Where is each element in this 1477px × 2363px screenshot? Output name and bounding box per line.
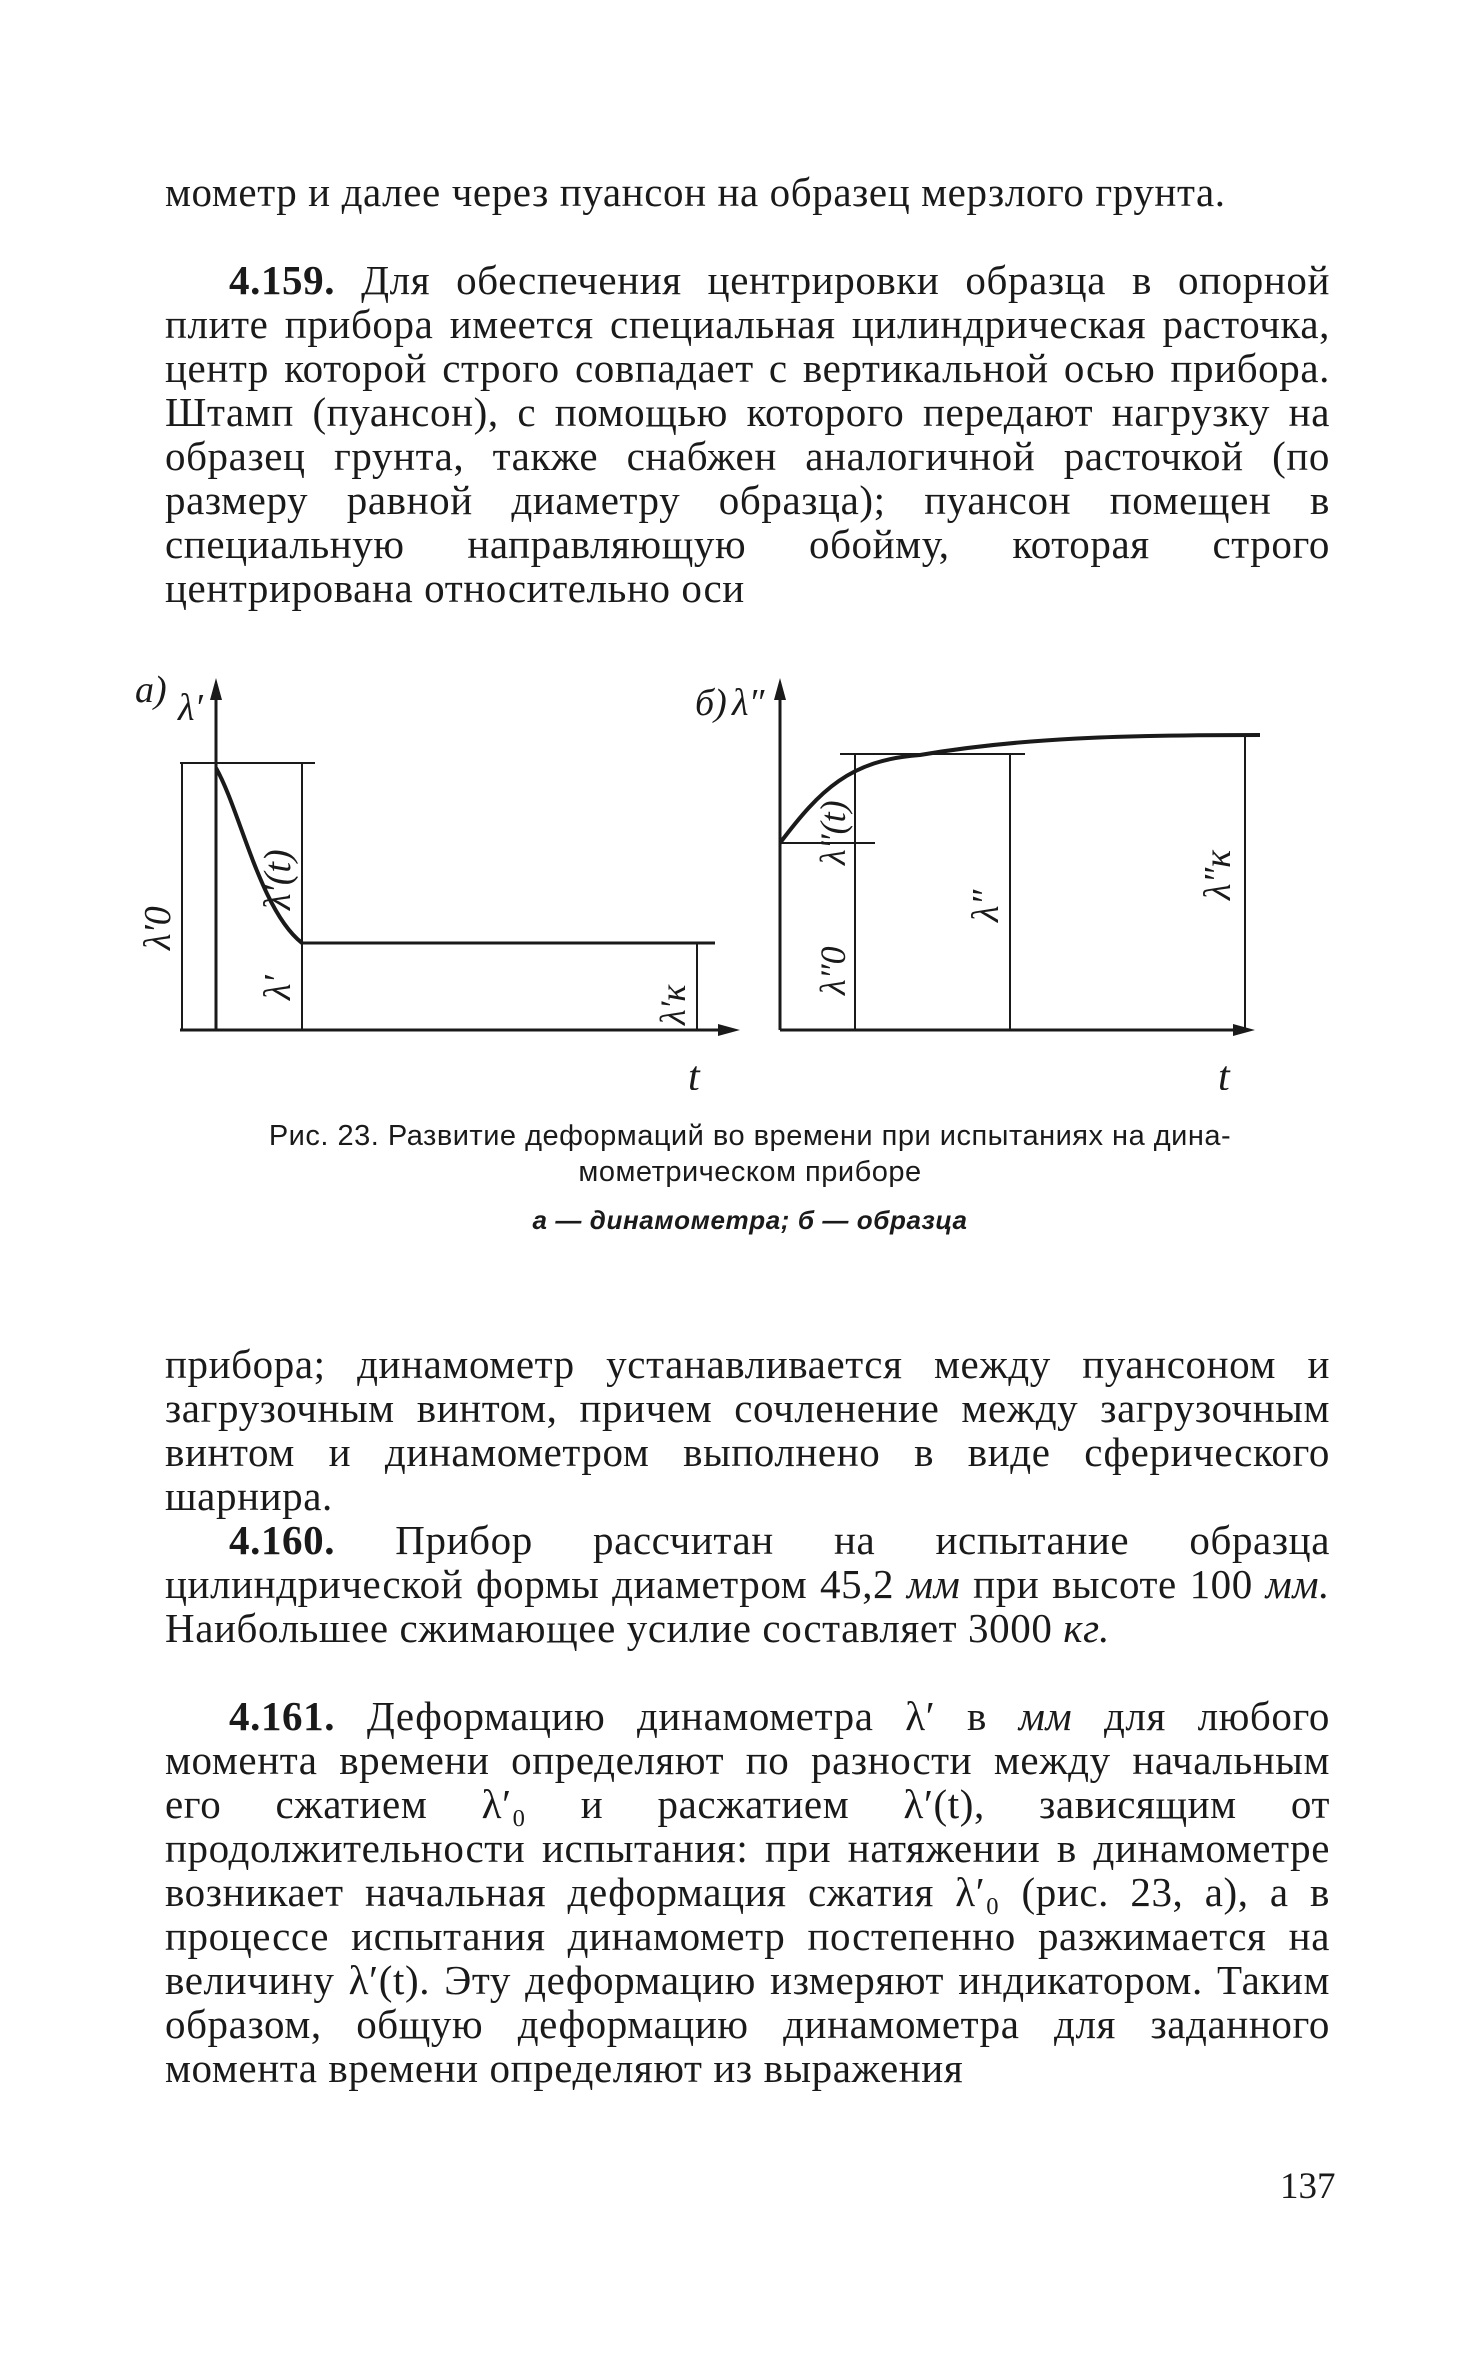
paragraph-4-159: 4.159. Для обеспечения центрировки образца в опорной плите прибора имеется специальная цилиндрическая расточка, центр которой строго совпадает с вертикальной осью прибора. Штамп (пуансон), с помощью которого передают нагрузку на образец грунта, также снабжен аналогичной расточкой (по размеру равной диаметру образца); пуансон помещен в специальную направляющую обойму, которая строго центрирована относительно оси — [165, 257, 1330, 611]
a-lambda-t-label: λ′(t) — [257, 849, 299, 910]
a-lambda-k-label: λ′к — [653, 984, 693, 1025]
a-x-arrow — [718, 1024, 740, 1036]
paragraph-continuation-bottom: прибора; динамометр устанавливается между пуансоном и загрузочным винтом, причем сочленение между загрузочным винтом и динамометром выполнено в виде сферического шарнира. — [165, 1341, 1330, 1519]
paragraph-continuation-top: мометр и далее через пуансон на образец мерзлого грунта. — [165, 169, 1226, 215]
paragraph-4-160: 4.160. Прибор рассчитан на испытание образца цилиндрической формы диаметром 45,2 мм при высоте 100 мм. Наибольшее сжимающее усилие составляет 3000 кг. — [165, 1517, 1330, 1651]
section-number-4-159: 4.159. — [229, 257, 336, 303]
b-lambda-k-label: λ″к — [1197, 849, 1239, 900]
section-number-4-160: 4.160. — [229, 1517, 336, 1563]
paragraph-4-161: 4.161. Деформацию динамометра λ′ в мм для любого момента времени определяют по разности между начальным его сжатием λ′₀ и расжатием λ′(t), зависящим от продолжительности испытания: при натяжении в динамометре возникает начальная деформация сжатия λ′₀ (рис. 23, а), а в процессе испытания динамометр постепенно разжимается на величину λ′(t). Эту деформацию измеряют индикатором. Таким образом, общую деформацию динамометра для заданного момента времени определяют из выражения — [165, 1693, 1330, 2091]
b-yaxis-label: λ″ — [732, 682, 765, 724]
b-lambda-label: λ″ — [965, 889, 1007, 922]
a-t-label: t — [688, 1054, 700, 1090]
page-number: 137 — [1280, 2166, 1336, 2207]
b-lambda0-label: λ″0 — [813, 946, 853, 995]
a-panel-label: а) — [135, 669, 167, 711]
b-panel-label: б) — [695, 682, 727, 724]
a-lambda-label: λ′ — [257, 975, 299, 1000]
figure-23 — [120, 660, 1360, 1090]
a-yaxis-label: λ′ — [178, 687, 203, 729]
caption-line-1: Рис. 23. Развитие деформаций во времени при испытаниях на дина- — [268, 1120, 1232, 1152]
b-lambda-t-label: λ″(t) — [813, 800, 853, 865]
b-t-label: t — [1218, 1054, 1230, 1090]
figure-caption — [160, 1118, 1340, 1190]
figure-caption-sub: а — динамометра; б — образца — [532, 1205, 968, 1235]
caption-line-2: мометрическом приборе — [578, 1156, 922, 1188]
section-number-4-161: 4.161. — [229, 1693, 336, 1739]
a-y-arrow — [210, 678, 222, 700]
b-y-arrow — [774, 678, 786, 700]
a-lambda0-label: λ′0 — [137, 906, 179, 950]
